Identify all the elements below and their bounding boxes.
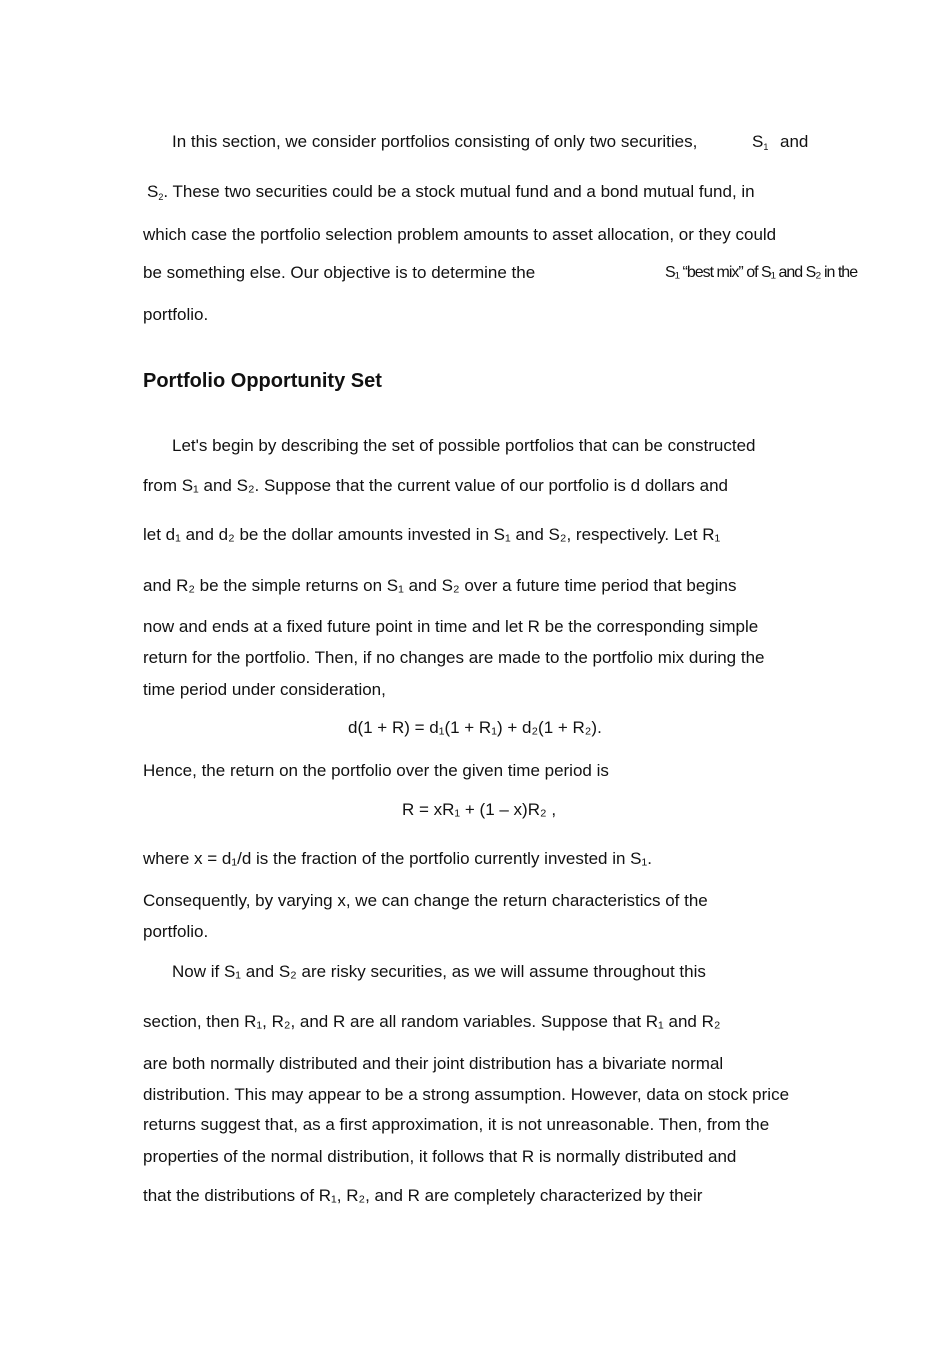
para5-line6: properties of the normal distribution, it follows that R is normally distributed and [143,1147,737,1166]
para2-line4: and R₂ be the simple returns on S₁ and S₂ over a future time period that begins [143,576,737,595]
equation-portfolio-value: d(1 + R) = d₁(1 + R₁) + d₂(1 + R₂). [348,718,602,737]
para5-line4: distribution. This may appear to be a strong assumption. However, data on stock price [143,1085,790,1104]
para2-line5: now and ends at a fixed future point in time and let R be the corresponding simple [143,617,759,636]
para2-line3: let d₁ and d₂ be the dollar amounts invested in S₁ and S₂, respectively. Let R₁ [143,525,721,544]
para1-line2: $S_2$. These two securities could be a stock mutual fund and a bond mutual fund, in [147,182,755,202]
para5-line7: that the distributions of R₁, R₂, and R are completely characterized by their [143,1186,703,1205]
para2-line7: time period under consideration, [143,680,386,699]
para5-line5: returns suggest that, as a first approximation, it is not unreasonable. Then, from the [143,1115,770,1134]
para2-line6: return for the portfolio. Then, if no changes are made to the portfolio mix during the [143,648,765,667]
para2-line2: from S₁ and S₂. Suppose that the current value of our portfolio is d dollars and [143,476,728,495]
para5-line3: are both normally distributed and their joint distribution has a bivariate normal [143,1054,724,1073]
section-heading: Portfolio Opportunity Set [143,370,382,392]
para1-line1: In this section, we consider portfolios consisting of only two securities, $S_1$ and [172,132,809,152]
equation-portfolio-return: R = xR₁ + (1 – x)R₂ , [402,800,557,819]
para1-line4: be something else. Our objective is to determine the S₁ “best mix” of S₁ and S₂ in the [143,263,858,282]
para4-line3: portfolio. [143,922,209,941]
para4-line2: Consequently, by varying x, we can change the return characteristics of the [143,891,708,910]
para1-line5: portfolio. [143,305,209,324]
para2-line1: Let's begin by describing the set of possible portfolios that can be constructed [172,436,756,455]
para4-line1: where x = d₁/d is the fraction of the portfolio currently invested in S₁. [143,849,652,868]
para3-line1: Hence, the return on the portfolio over the given time period is [143,761,609,780]
para5-line2: section, then R₁, R₂, and R are all random variables. Suppose that R₁ and R₂ [143,1012,721,1031]
para1-line3: which case the portfolio selection problem amounts to asset allocation, or they could [143,225,777,244]
para5-line1: Now if S₁ and S₂ are risky securities, as we will assume throughout this [172,962,706,981]
